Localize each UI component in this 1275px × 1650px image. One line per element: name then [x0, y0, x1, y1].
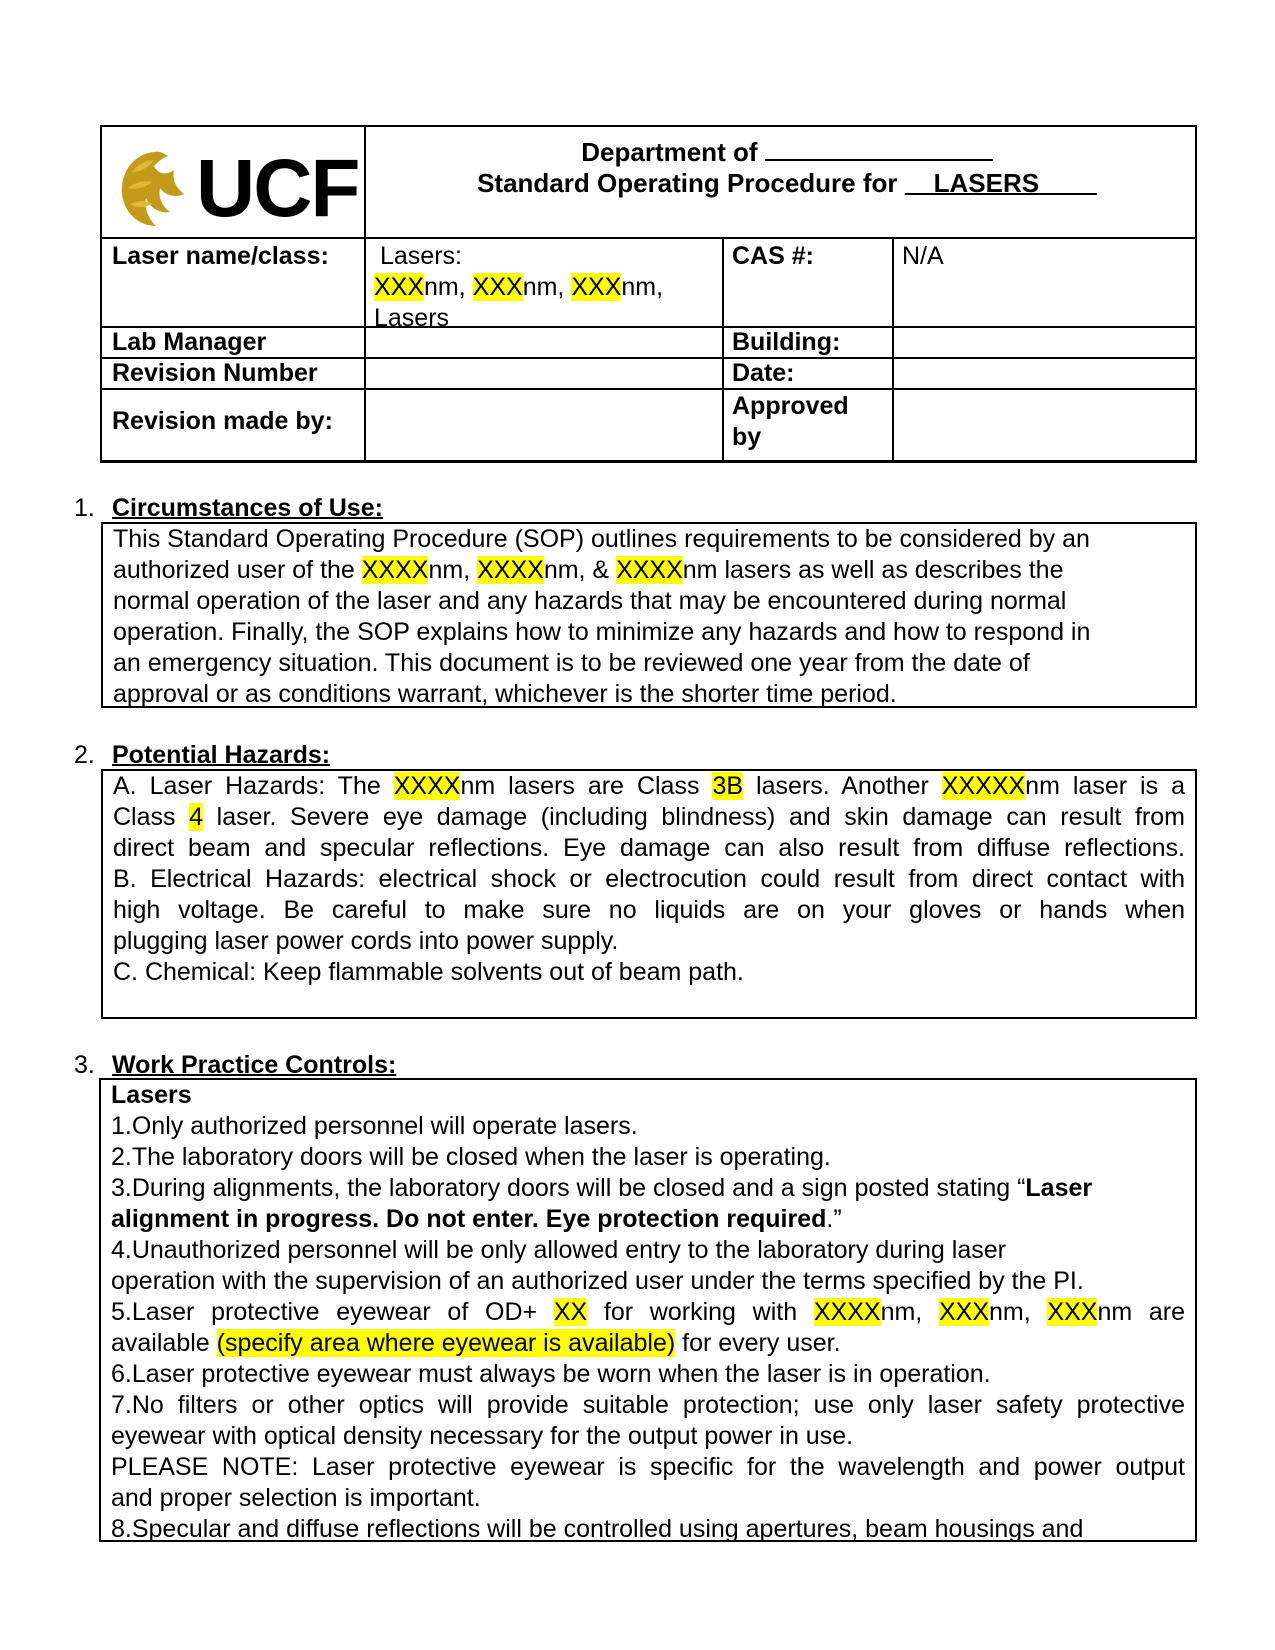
laser-unit: nm, [522, 273, 565, 301]
list-item-continued: operation with the supervision of an authorized user under the terms specified by the PI. [111, 1267, 1084, 1295]
divider [892, 237, 894, 462]
section-3-heading [74, 1050, 396, 1081]
text-line: normal operation of the laser and any hazards that may be encountered during normal [113, 587, 1067, 615]
subheading-lasers: Lasers [111, 1081, 192, 1109]
section-1-heading [74, 493, 383, 524]
cas-value: N/A [902, 242, 944, 270]
ucf-logo [114, 142, 364, 232]
title-line-sop [377, 168, 1197, 199]
section-2-box [101, 769, 1197, 1019]
note-continued: and proper selection is important. [111, 1484, 481, 1512]
list-item-continued: available (specify area where eyewear is available) for every user. [111, 1329, 841, 1357]
note: PLEASE NOTE: Laser protective eyewear is specific for the wavelength and power output [111, 1453, 1185, 1481]
text-line: plugging laser power cords into power supply. [113, 927, 619, 955]
highlight: 4 [189, 803, 204, 831]
document-title [377, 135, 1197, 199]
title-line-department [377, 135, 1197, 168]
list-item: 4.Unauthorized personnel will be only allowed entry to the laboratory during laser [111, 1236, 1006, 1264]
lab-manager-label: Lab Manager [112, 328, 267, 356]
logo-text: UCF [196, 143, 359, 234]
section-title: Potential Hazards: [112, 741, 331, 769]
text-line: direct beam and specular reflections. Eye damage can also result from diffuse reflections. [113, 834, 1185, 862]
laser-value-line1: Lasers: [380, 242, 462, 270]
list-item: 2.The laboratory doors will be closed when the laser is operating. [111, 1143, 831, 1171]
text-line: Class 4 laser. Severe eye damage (including blindness) and skin damage can result from [113, 803, 1185, 831]
text-line: high voltage. Be careful to make sure no liquids are on your gloves or hands when [113, 896, 1185, 924]
highlight: XXXX [393, 772, 461, 800]
highlight: XXXX [361, 556, 429, 584]
list-item: 3.During alignments, the laboratory doors will be closed and a sign posted stating “Laser [111, 1174, 1093, 1202]
section-number: 1. [74, 494, 95, 522]
section-number: 2. [74, 741, 95, 769]
section-2-heading [74, 740, 330, 771]
laser-unit: nm, [621, 273, 664, 301]
list-item-continued: alignment in progress. Do not enter. Eye protection required.” [111, 1205, 842, 1233]
highlight: XXX [938, 1298, 989, 1326]
laser-wavelength-2: XXX [472, 273, 523, 301]
highlight: XX [553, 1298, 588, 1326]
section-1-box [101, 522, 1197, 708]
laser-unit: nm, [424, 273, 466, 301]
divider [364, 127, 366, 462]
text-line: This Standard Operating Procedure (SOP) outlines requirements to be considered by an [113, 525, 1090, 553]
approved-label-line2: by [732, 423, 762, 451]
highlight: XXXX [477, 556, 544, 584]
list-item: 8.Specular and diffuse reflections will be controlled using apertures, beam housings and [111, 1515, 1084, 1543]
header-table [100, 125, 1197, 463]
text-line: B. Electrical Hazards: electrical shock or electrocution could result from direct contact with [113, 865, 1185, 893]
section-title: Circumstances of Use: [112, 494, 383, 522]
section-3-box [99, 1078, 1197, 1542]
cas-label: CAS #: [732, 242, 814, 270]
laser-wavelength-1: XXX [374, 273, 425, 301]
highlight: 3B [712, 772, 744, 800]
highlight: XXXX [813, 1298, 881, 1326]
revision-number-label: Revision Number [112, 359, 318, 387]
laser-name-label: Laser name/class: [112, 242, 329, 270]
text-line: operation. Finally, the SOP explains how to minimize any hazards and how to respond in [113, 618, 1091, 646]
sop-subject-value: LASERS [933, 168, 1040, 198]
section-title: Work Practice Controls: [112, 1051, 397, 1079]
list-item: 7.No filters or other optics will provide suitable protection; use only laser safety protective [111, 1391, 1185, 1419]
sop-subject [905, 168, 1097, 198]
text-line: C. Chemical: Keep flammable solvents out of beam path. [113, 958, 744, 986]
divider [722, 237, 724, 462]
sop-label: Standard Operating Procedure for [477, 168, 898, 198]
date-label: Date: [732, 359, 795, 387]
laser-name-value [374, 241, 714, 334]
department-blank [765, 135, 993, 161]
building-label: Building: [732, 328, 841, 356]
highlight: XXX [1047, 1298, 1098, 1326]
department-label: Department of [581, 137, 758, 167]
highlight: XXXX [616, 556, 683, 584]
text-line: A. Laser Hazards: The XXXXnm lasers are Class 3B lasers. Another XXXXXnm laser is a [113, 772, 1185, 800]
text-line: an emergency situation. This document is to be reviewed one year from the date of [113, 649, 1030, 677]
approved-label-line1: Approved [732, 392, 849, 420]
laser-value-line2 [374, 272, 714, 303]
list-item: 5.Laser protective eyewear of OD+ XX for working with XXXXnm, XXXnm, XXXnm are [111, 1298, 1186, 1326]
highlight: XXXXX [941, 772, 1026, 800]
text-line: approval or as conditions warrant, whichever is the shorter time period. [113, 680, 897, 708]
list-item: 1.Only authorized personnel will operate lasers. [111, 1112, 638, 1140]
laser-value-line3: Lasers [374, 304, 450, 332]
text-line: authorized user of the XXXXnm, XXXXnm, & XXXXnm lasers as well as describes the [113, 556, 1064, 584]
list-item-continued: eyewear with optical density necessary for the output power in use. [111, 1422, 854, 1450]
revision-by-label: Revision made by: [112, 407, 333, 435]
section-number: 3. [74, 1051, 95, 1079]
divider [102, 237, 1195, 239]
laser-wavelength-3: XXX [571, 273, 622, 301]
list-item: 6.Laser protective eyewear must always be worn when the laser is in operation. [111, 1360, 991, 1388]
pegasus-icon [114, 142, 194, 232]
highlight: (specify area where eyewear is available) [216, 1329, 676, 1357]
approved-by-label [732, 391, 849, 453]
